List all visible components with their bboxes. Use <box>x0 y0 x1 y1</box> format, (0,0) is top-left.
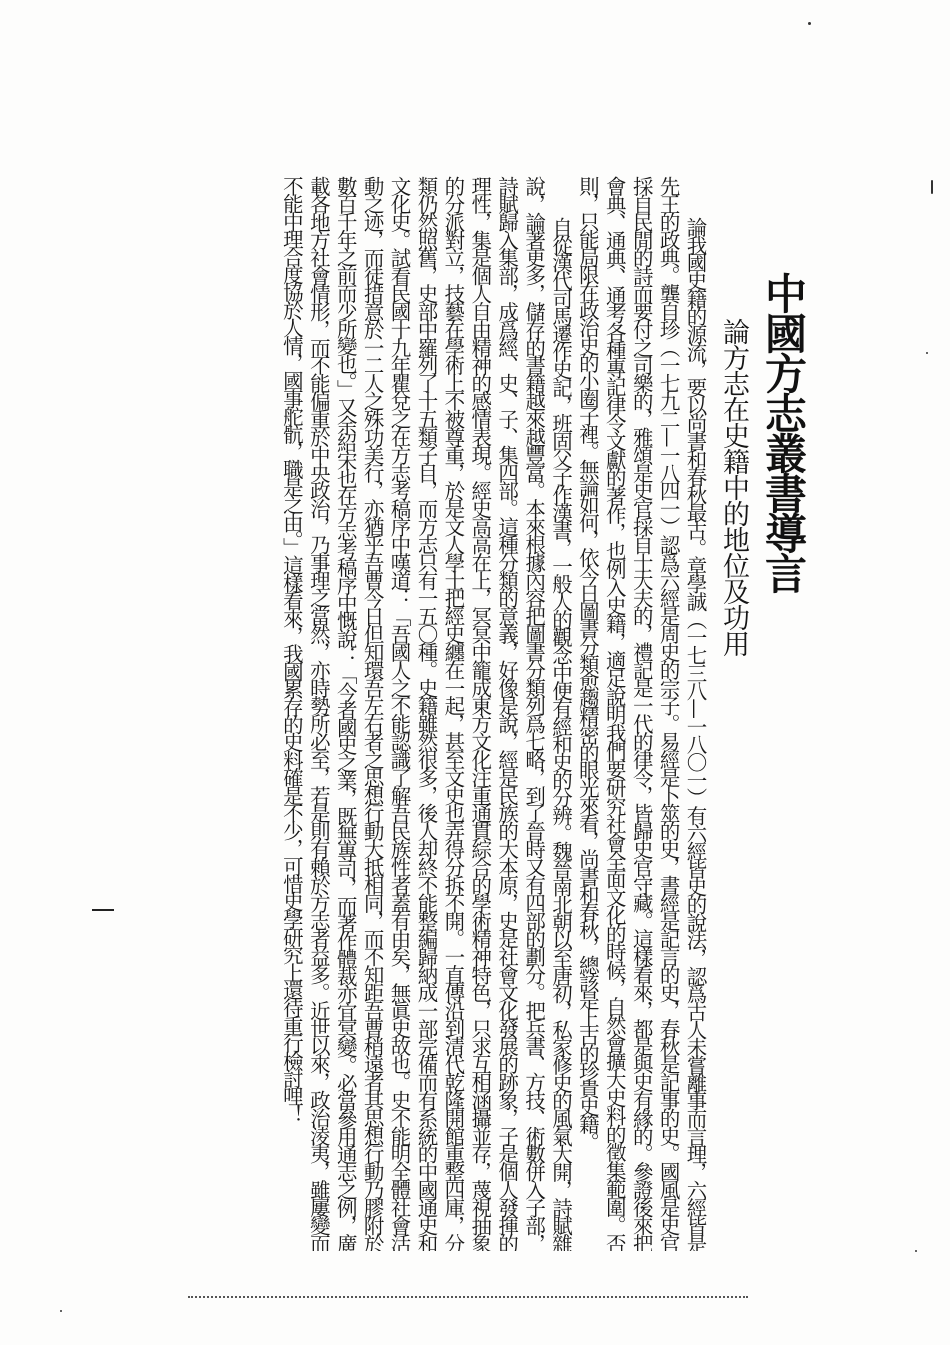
page-subtitle: 論方志在史籍中的地位及功用 <box>718 318 749 656</box>
scan-speck <box>60 1310 62 1312</box>
scan-speck <box>931 180 933 194</box>
scan-speck <box>808 22 811 25</box>
scan-speck <box>915 1250 917 1252</box>
margin-mark <box>92 909 114 911</box>
paragraph-1: 論我國史籍的源流，要以尚書和春秋最古。章學誠（一七三八—一八〇一）有六經皆史的說法，認爲古人未嘗離事而言理，六經皆是先王的政典。龔自珍（一七九二—一八四一）認爲六經是周史的宗子。易經是卜筮的史，書經是記言的史，春秋是記事的史。國風是史官採自民間的詩而要付之司樂的，雅頌是史官採自士大夫的，禮記是一代的律令，皆歸史官守藏。這樣看來，都是與史有緣的。參證後來把會典、通典、通考各種專記律令文獻的著作，也例入史籍，適足說明我們要研究社會全面文化的時候，自然會擴大史料的徵集範圍。否則，只能局限在政治史的小圈子裡。無論如何，依今日圖書分類愈趨精密的眼光來看，尚書和春秋，總該是上古的珍貴史籍。 <box>575 176 707 1251</box>
scan-speck <box>926 352 928 354</box>
page-title: 中國方志叢書導言 <box>759 272 808 592</box>
paragraph-2: 自從漢代司馬遷作史記，班固父子作漢書，一般人的觀念中便有經和史的分辨。魏晉南北朝以至唐初，私家修史的風氣大開，詩賦雜說，論著更多，儲存的書籍越來越豐富。本來根據內容把圖書分類列爲七略，到了晉時又有四部的劃分。把兵書、方技、術數併入子部，詩賦歸入集部，成爲經、史、子、集四部。這種分類的意義，好像是說，經是民族的大本原，史是社會文化發展的跡象，子是個人發揮的理性，集是個人自由精神的感情表現。經史高高在上，冥冥中籠成東方文化注重通貫綜合的學術精神特色，只求互相涵攝並存，蔑視抽象的分派對立，技藝在學術上不被尊重，於是文人學士把經史纏在一起，甚至文史也弄得分拆不開。一直傳沿到清代乾隆開館重整四庫，分類仍然照舊，史部中羅列了十五類子目，而方志只有一五〇種。史籍雖然很多，後人却終不能整編歸納成一部完備而有系統的中國通史和文化史。試看民國十九年瞿兌之在方志考稿序中嘆道：「吾國人之不能認識了解吾民族性者蓋有由矣，無眞史故也。史不能明全體社會活動之迹，而徒措意於一二人之殊功美行，亦猶乎吾曹今日但知環吾左右者之思想行動大抵相同，而不知距吾曹稍遠者其思想行動乃膠附於數百千年之前而少所變也。」又余紹宋也在方志考稿序中慨說：「今者國史之業，既無專司，而著作體裁亦宜冥變。必當參用通志之例，廣載各地方社會情形，而不能偏重於中央政治，乃事理之當然，亦時勢所必至，若是則有賴於方志者益多。近世以來，政治淩夷，雖屢變而不能中理合度協於人情，國事舵骯，職是之由。」這樣看來，我國累存的史料確是不少，可惜史學研究上還待重行檢討哩！ <box>279 176 573 1251</box>
body-text <box>118 176 708 1251</box>
bottom-scan-line <box>188 1296 748 1298</box>
